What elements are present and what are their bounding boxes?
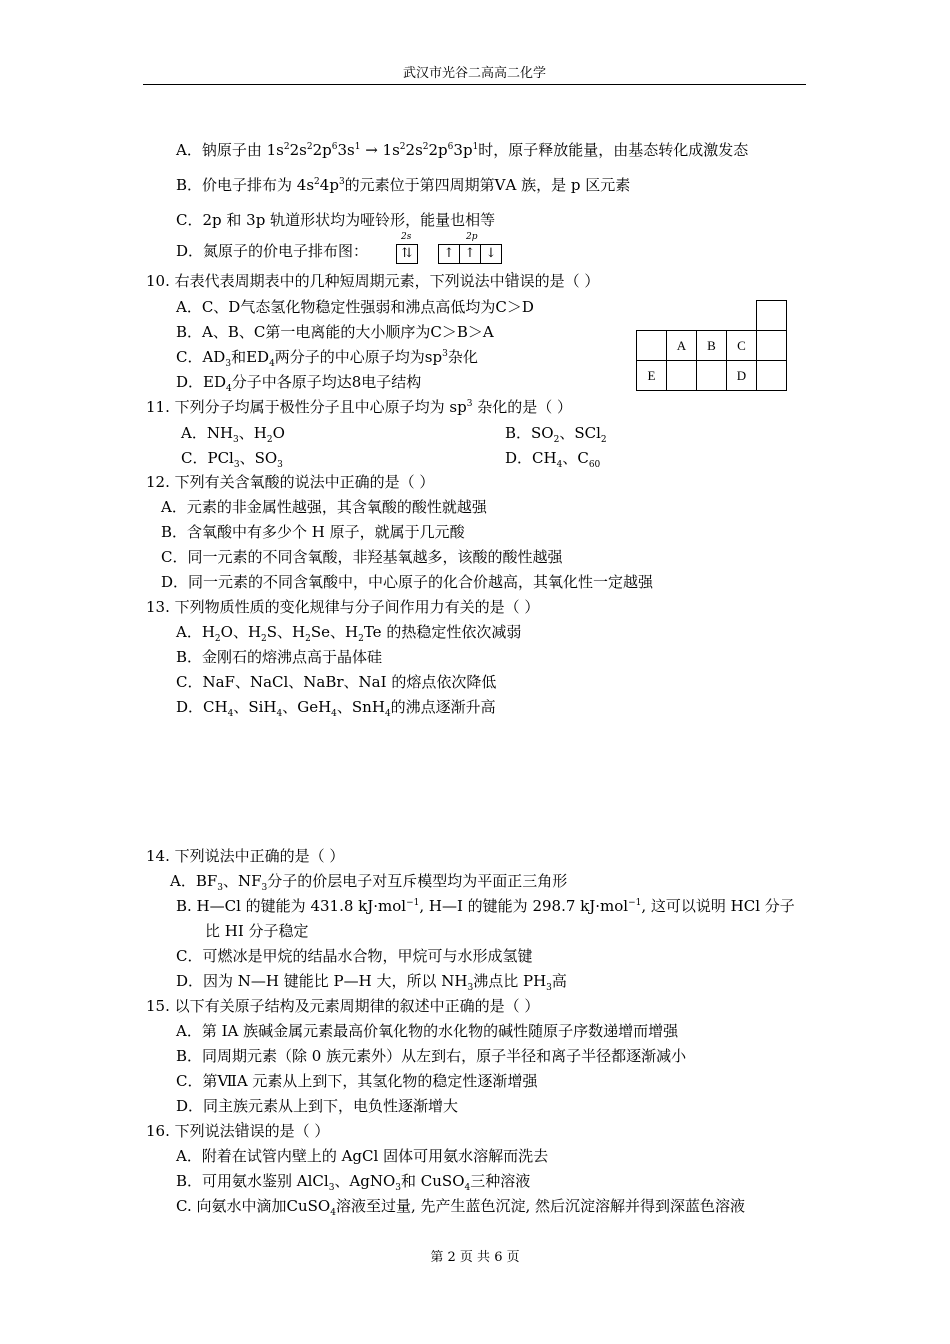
q14-option-c: C．可燃冰是甲烷的结晶水合物，甲烷可与水形成氢键 bbox=[176, 947, 533, 965]
q14-option-d: D．因为 N—H 键能比 P—H 大，所以 $NH_3$沸点比 $PH_3$高 bbox=[176, 972, 567, 993]
cell-b: B bbox=[697, 331, 727, 361]
cell-a: A bbox=[667, 331, 697, 361]
orbital-box-2s: ⇅ bbox=[396, 244, 418, 264]
q9-option-b: B．价电子排布为 $4s^24p^3$的元素位于第四周期第ⅤA 族，是 p 区元素 bbox=[176, 176, 631, 194]
q12-option-a: A．元素的非金属性越强，其含氧酸的酸性就越强 bbox=[161, 498, 487, 516]
q10-option-a: A．C、D气态氢化物稳定性强弱和沸点高低均为C＞D bbox=[176, 298, 534, 316]
cell-e: E bbox=[637, 361, 667, 391]
orbital-label-2p: 2p bbox=[466, 232, 478, 242]
q16-option-a: A．附着在试管内壁上的 AgCl 固体可用氨水溶解而洗去 bbox=[176, 1147, 549, 1165]
q13-option-c: C．NaF、NaCl、NaBr、NaI 的熔点依次降低 bbox=[176, 673, 497, 691]
q13-option-b: B．金刚石的熔沸点高于晶体硅 bbox=[176, 648, 383, 666]
q14-option-b: B. H—Cl 的键能为 431.8 kJ·mol$^{-1}$, H—I 的键能为 298.7 kJ·mol$^{-1}$, 这可以说明 HCl 分子 bbox=[176, 897, 795, 915]
q14-option-b-cont: 比 HI 分子稳定 bbox=[205, 922, 309, 940]
q15-option-c: C．第ⅦA 元素从上到下，其氢化物的稳定性逐渐增强 bbox=[176, 1072, 538, 1090]
orbital-box-2p-2: ↑ bbox=[459, 244, 481, 264]
q16-stem: 16. 下列说法错误的是（ ） bbox=[146, 1122, 330, 1140]
q12-option-b: B．含氧酸中有多少个 H 原子，就属于几元酸 bbox=[161, 523, 465, 541]
q11-option-b: B．$SO_2$、SCl$_2$ bbox=[505, 424, 607, 445]
q10-option-c: C．$AD_3$和$ED_4$两分子的中心原子均为$sp^3$杂化 bbox=[176, 348, 478, 369]
q15-option-d: D．同主族元素从上到下，电负性逐渐增大 bbox=[176, 1097, 459, 1115]
cell-d: D bbox=[727, 361, 757, 391]
page-header: 武汉市光谷二高高二化学 bbox=[143, 64, 806, 85]
q10-stem: 10. 右表代表周期表中的几种短周期元素，下列说法中错误的是（ ） bbox=[146, 272, 600, 290]
q13-option-d: D．$CH_4$、SiH$_4$、GeH$_4$、SnH$_4$的沸点逐渐升高 bbox=[176, 698, 496, 719]
orbital-box-2p-1: ↑ bbox=[438, 244, 460, 264]
q13-stem: 13. 下列物质性质的变化规律与分子间作用力有关的是（ ） bbox=[146, 598, 540, 616]
q11-option-d: D．$CH_4$、$C_{60}$ bbox=[505, 449, 601, 470]
page-footer: 第 2 页 共 6 页 bbox=[430, 1250, 520, 1265]
q12-option-c: C．同一元素的不同含氧酸，非羟基氧越多，该酸的酸性越强 bbox=[161, 548, 563, 566]
q16-option-b: B．可用氨水鉴别 AlCl$_3$、AgNO$_3$和 CuSO$_4$三种溶液 bbox=[176, 1172, 531, 1193]
q9-option-d: D．氮原子的价电子排布图： bbox=[176, 242, 369, 260]
q10-option-b: B．A、B、C第一电离能的大小顺序为C＞B＞A bbox=[176, 323, 494, 341]
q12-option-d: D．同一元素的不同含氧酸中，中心原子的化合价越高，其氧化性一定越强 bbox=[161, 573, 654, 591]
periodic-table-fragment bbox=[636, 300, 787, 391]
q15-stem: 15. 以下有关原子结构及元素周期律的叙述中正确的是（ ） bbox=[146, 997, 540, 1015]
q12-stem: 12. 下列有关含氧酸的说法中正确的是（ ） bbox=[146, 473, 435, 491]
q14-stem: 14. 下列说法中正确的是（ ） bbox=[146, 847, 345, 865]
q16-option-c: C. 向氨水中滴加CuSO$_4$溶液至过量, 先产生蓝色沉淀, 然后沉淀溶解并得到深蓝色溶液 bbox=[176, 1197, 746, 1218]
q11-option-a: A．$NH_3$、$H_2O$ bbox=[181, 424, 285, 445]
q9-option-a: A．钠原子由 $1s^22s^22p^63s^1 \to 1s^22s^22p^63p^1$时，原子释放能量，由基态转化成激发态 bbox=[176, 141, 749, 159]
q11-option-c: C．PCl$_3$、$SO_3$ bbox=[181, 449, 283, 470]
q14-option-a: A．$BF_3$、$NF_3$分子的价层电子对互斥模型均为平面正三角形 bbox=[170, 872, 568, 893]
cell-c: C bbox=[727, 331, 757, 361]
orbital-box-2p-3: ↓ bbox=[480, 244, 502, 264]
orbital-label-2s: 2s bbox=[401, 232, 412, 242]
q13-option-a: A．$H_2O$、$H_2S$、$H_2Se$、$H_2Te$ 的热稳定性依次减弱 bbox=[176, 623, 522, 644]
q9-option-c: C．2p 和 3p 轨道形状均为哑铃形，能量也相等 bbox=[176, 211, 496, 229]
q15-option-a: A．第 IA 族碱金属元素最高价氧化物的水化物的碱性随原子序数递增而增强 bbox=[176, 1022, 679, 1040]
q15-option-b: B．同周期元素（除 0 族元素外）从左到右，原子半径和离子半径都逐渐减小 bbox=[176, 1047, 687, 1065]
q11-stem: 11. 下列分子均属于极性分子且中心原子均为 $sp^3$ 杂化的是（ ） bbox=[146, 398, 572, 416]
q10-option-d: D．$ED_4$分子中各原子均达8电子结构 bbox=[176, 373, 422, 394]
